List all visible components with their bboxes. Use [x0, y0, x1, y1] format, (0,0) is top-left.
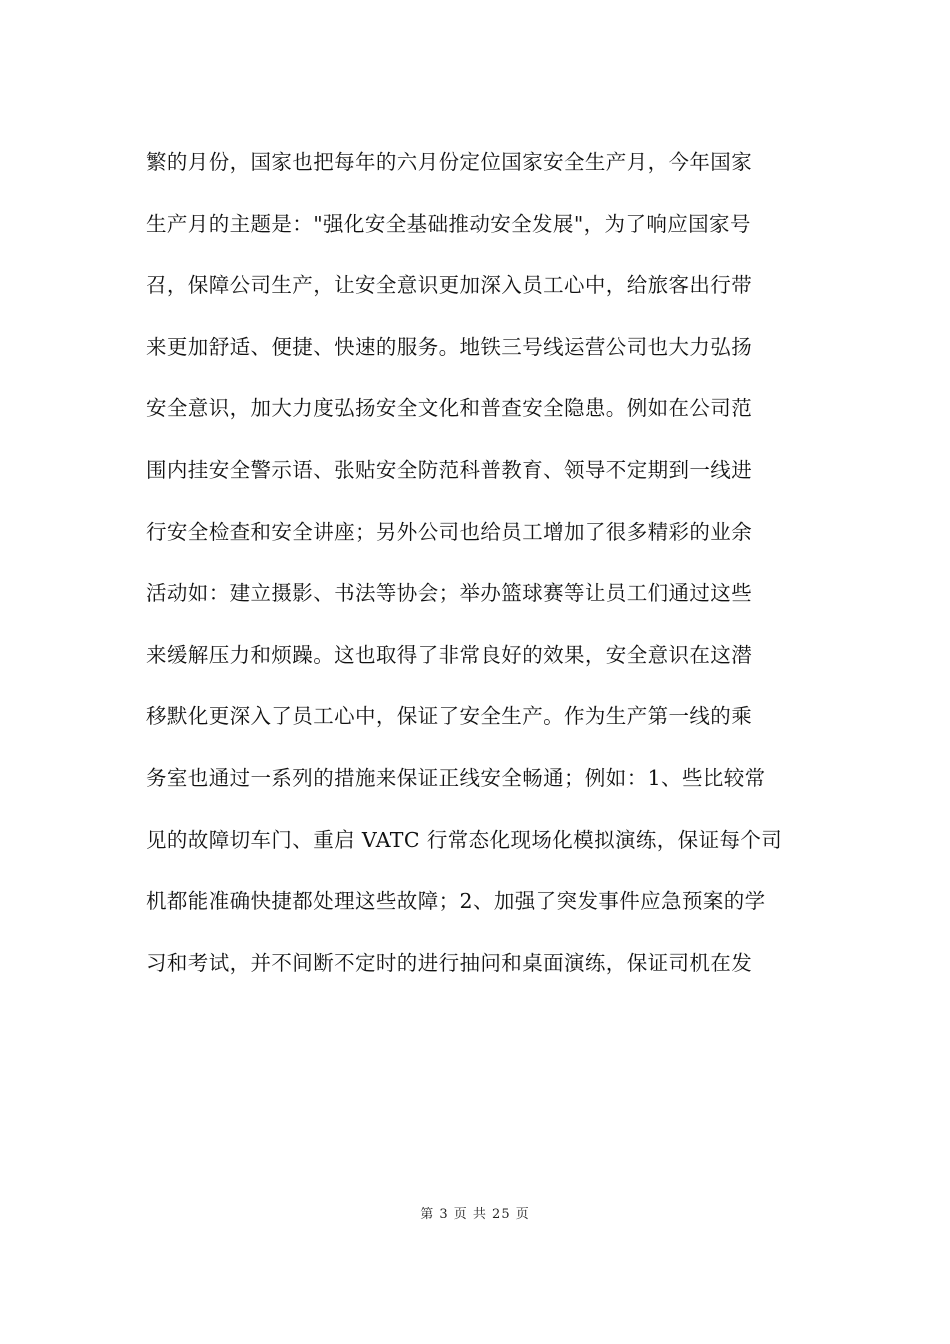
- text-line: 见的故障切车门、重启 VATC 行常态化现场化模拟演练，保证每个司: [146, 827, 783, 852]
- text-line: 生产月的主题是："强化安全基础推动安全发展"，为了响应国家号: [146, 211, 751, 236]
- text-line: 安全意识，加大力度弘扬安全文化和普查安全隐患。例如在公司范: [146, 396, 753, 421]
- text-line: 机都能准确快捷都处理这些故障；2、加强了突发事件应急预案的学: [146, 889, 766, 914]
- text-line: 移默化更深入了员工心中，保证了安全生产。作为生产第一线的乘: [146, 704, 753, 729]
- body-text: [146, 132, 810, 994]
- page-footer: 第 3 页 共 25 页: [420, 1207, 530, 1222]
- text-line: 围内挂安全警示语、张贴安全防范科普教育、领导不定期到一线进: [146, 457, 753, 482]
- text-line: 来更加舒适、便捷、快速的服务。地铁三号线运营公司也大力弘扬: [146, 334, 753, 359]
- text-line: 活动如：建立摄影、书法等协会；举办篮球赛等让员工们通过这些: [146, 581, 753, 606]
- text-line: 繁的月份，国家也把每年的六月份定位国家安全生产月，今年国家: [146, 150, 753, 174]
- text-line: 习和考试，并不间断不定时的进行抽问和桌面演练，保证司机在发: [146, 950, 753, 975]
- text-line: 召，保障公司生产，让安全意识更加深入员工心中，给旅客出行带: [146, 273, 753, 298]
- text-line: 来缓解压力和烦躁。这也取得了非常良好的效果，安全意识在这潜: [146, 642, 753, 667]
- text-line: 行安全检查和安全讲座；另外公司也给员工增加了很多精彩的业余: [146, 519, 753, 544]
- text-line: 务室也通过一系列的措施来保证正线安全畅通；例如：1、些比较常: [146, 765, 766, 790]
